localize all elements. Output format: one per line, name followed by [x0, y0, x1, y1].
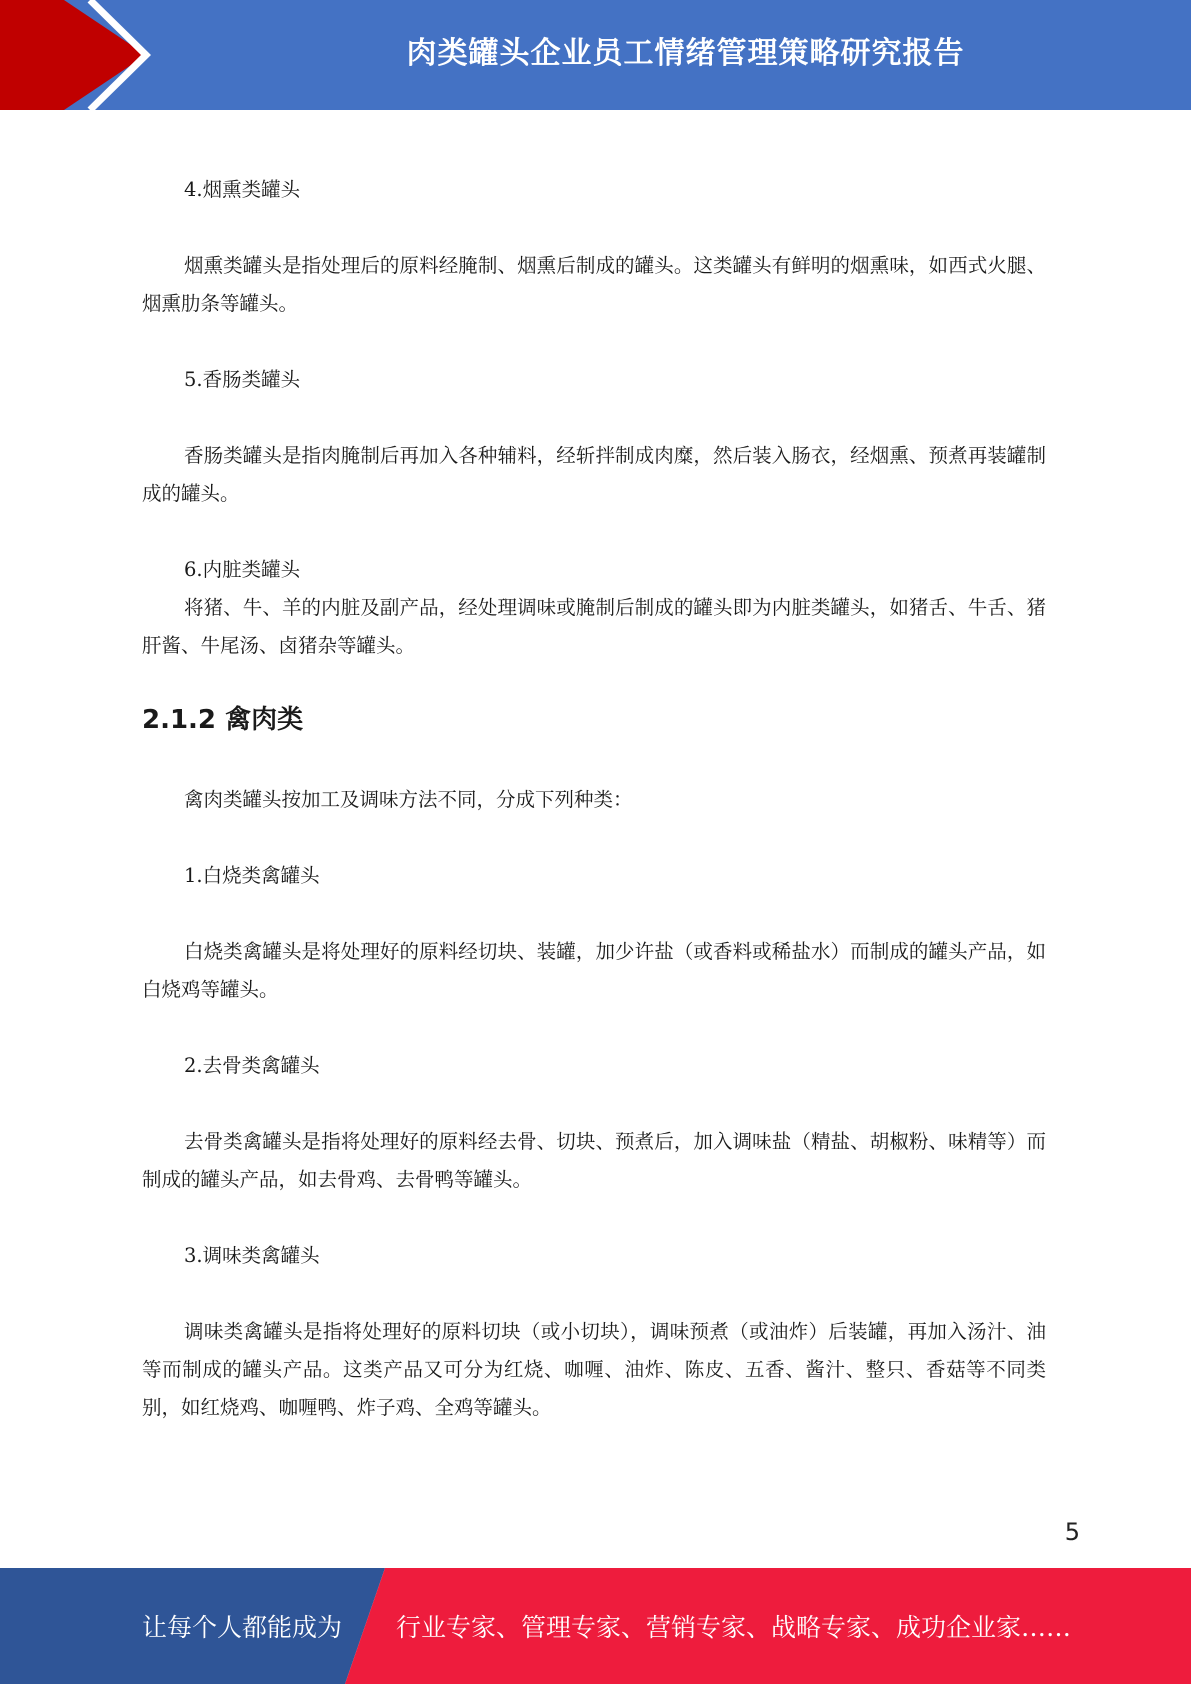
paragraph-offal: 将猪、牛、羊的内脏及副产品，经处理调味或腌制后制成的罐头即为内脏类罐头，如猪舌、牛舌、猪肝酱、牛尾汤、卤猪杂等罐头。: [142, 596, 1046, 657]
header-red-arrow: [0, 0, 146, 110]
subsection-heading-smoked: 4.烟熏类罐头: [184, 178, 301, 201]
subsection-heading-offal: 6.内脏类罐头: [184, 558, 301, 581]
paragraph-deboned: 去骨类禽罐头是指将处理好的原料经去骨、切块、预煮后，加入调味盐（精盐、胡椒粉、味精等）而制成的罐头产品，如去骨鸡、去骨鸭等罐头。: [142, 1130, 1046, 1191]
header-title: 肉类罐头企业员工情绪管理策略研究报告: [406, 36, 965, 71]
paragraph-white-boiled: 白烧类禽罐头是将处理好的原料经切块、装罐，加少许盐（或香料或稀盐水）而制成的罐头产品，如白烧鸡等罐头。: [142, 940, 1046, 1001]
paragraph-poultry-intro: 禽肉类罐头按加工及调味方法不同，分成下列种类：: [184, 788, 633, 811]
paragraph-sausage: 香肠类罐头是指肉腌制后再加入各种辅料，经斩拌制成肉糜，然后装入肠衣，经烟熏、预煮再装罐制成的罐头。: [142, 444, 1046, 505]
subsection-heading-deboned: 2.去骨类禽罐头: [184, 1054, 320, 1077]
section-title-poultry: 2.1.2 禽肉类: [142, 705, 304, 735]
footer-slogan-left: 让每个人都能成为: [142, 1613, 343, 1642]
subsection-heading-white-boiled: 1.白烧类禽罐头: [184, 864, 320, 887]
paragraph-smoked: 烟熏类罐头是指处理后的原料经腌制、烟熏后制成的罐头。这类罐头有鲜明的烟熏味，如西式火腿、烟熏肋条等罐头。: [142, 254, 1046, 315]
page-number: 5: [1064, 1518, 1080, 1546]
subsection-heading-sausage: 5.香肠类罐头: [184, 368, 301, 391]
page-footer: [0, 1568, 1191, 1684]
page-header: [0, 0, 1191, 110]
paragraph-seasoned: 调味类禽罐头是指将处理好的原料切块（或小切块），调味预煮（或油炸）后装罐，再加入汤汁、油等而制成的罐头产品。这类产品又可分为红烧、咖喱、油炸、陈皮、五香、酱汁、整只、香菇等不同类别，如红烧鸡、咖喱鸭、炸子鸡、全鸡等罐头。: [142, 1320, 1046, 1419]
subsection-heading-seasoned: 3.调味类禽罐头: [184, 1244, 320, 1267]
footer-slogan-right: 行业专家、管理专家、营销专家、战略专家、成功企业家……: [396, 1613, 1072, 1642]
